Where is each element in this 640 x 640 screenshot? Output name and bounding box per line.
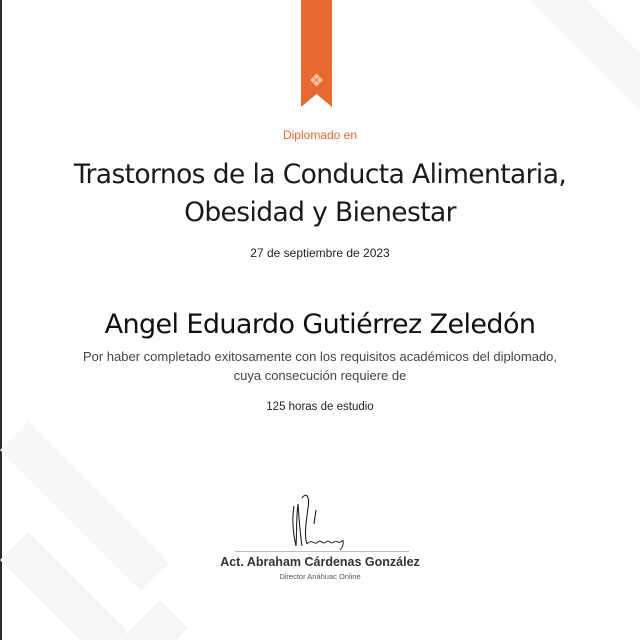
ribbon-bookmark: [301, 0, 332, 107]
signer-name: Act. Abraham Cárdenas González: [220, 555, 420, 569]
study-hours: 125 horas de estudio: [266, 401, 374, 413]
handwritten-signature-icon: [280, 488, 360, 552]
program-title-line-2: Obesidad y Bienestar: [184, 197, 456, 228]
description-line-1: Por haber completado exitosamente con los requisitos académicos del diplomado,: [82, 349, 558, 364]
description-line-2: cuya consecución requiere de: [233, 368, 407, 383]
program-type-label: Diplomado en: [282, 128, 358, 142]
signature-line: [235, 551, 409, 552]
issue-date: 27 de septiembre de 2023: [250, 246, 390, 260]
signer-role: Director Anáhuac Online: [279, 572, 361, 581]
program-title: [0, 156, 640, 232]
recipient-name: Angel Eduardo Gutiérrez Zeledón: [104, 309, 536, 340]
completion-description: [0, 347, 640, 385]
program-title-line-1: Trastornos de la Conducta Alimentaria,: [73, 159, 567, 190]
